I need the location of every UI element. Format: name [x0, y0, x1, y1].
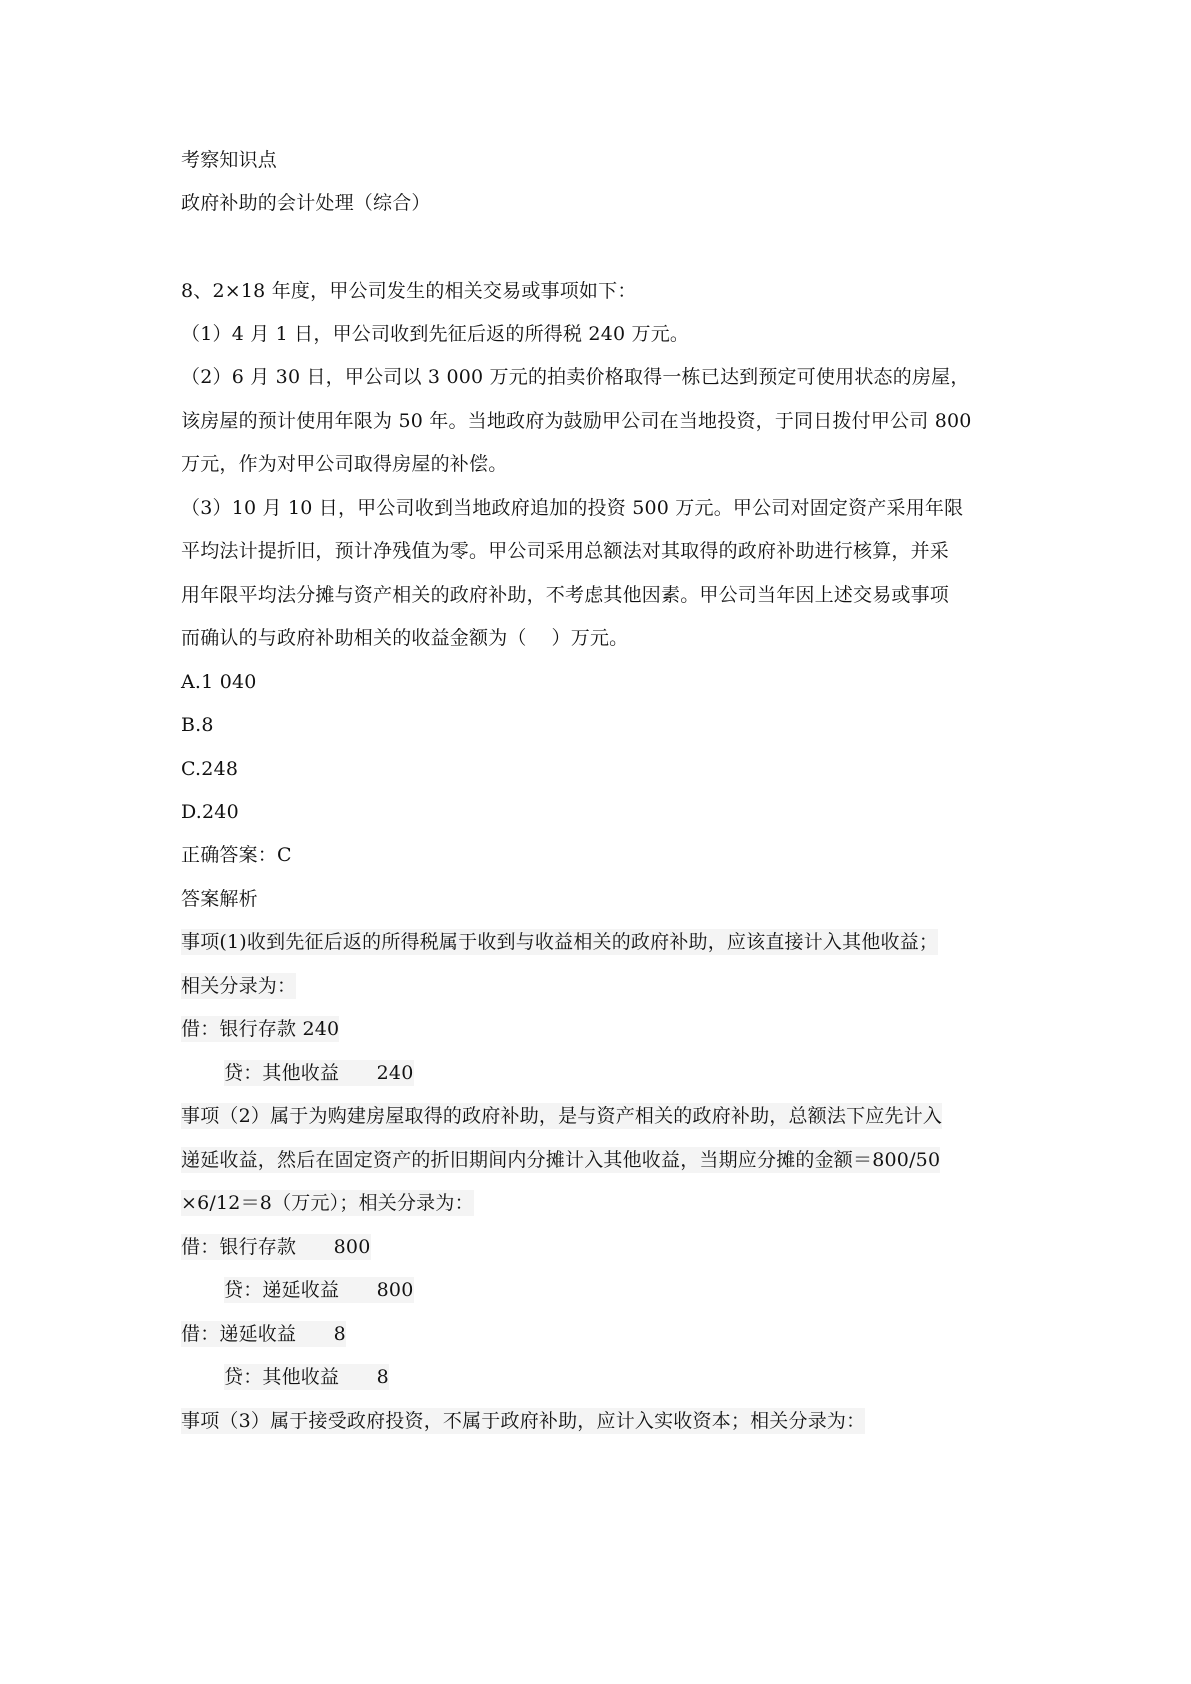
- journal-entry-credit: 贷：其他收益 8: [224, 1366, 389, 1388]
- question-item-3-line: （3）10 月 10 日，甲公司收到当地政府追加的投资 500 万元。甲公司对固定资产采用年限: [181, 497, 964, 519]
- analysis-paragraph-2-line: 递延收益，然后在固定资产的折旧期间内分摊计入其他收益，当期应分摊的金额＝800/50: [181, 1149, 941, 1171]
- knowledge-heading: 考察知识点: [181, 149, 278, 171]
- option-c: C.248: [181, 758, 239, 780]
- journal-entry-debit: 借：银行存款 800: [181, 1236, 371, 1258]
- analysis-paragraph-1-line: 相关分录为：: [181, 975, 297, 997]
- analysis-paragraph-1-line: 事项(1)收到先征后返的所得税属于收到与收益相关的政府补助，应该直接计入其他收益；: [181, 931, 939, 953]
- correct-answer: 正确答案：C: [181, 844, 292, 866]
- journal-entry-credit: 贷：其他收益 240: [224, 1062, 414, 1084]
- question-item-2-line: 万元，作为对甲公司取得房屋的补偿。: [181, 453, 508, 475]
- knowledge-topic: 政府补助的会计处理（综合）: [181, 192, 431, 214]
- option-d: D.240: [181, 801, 239, 823]
- analysis-heading: 答案解析: [181, 888, 258, 910]
- option-b: B.8: [181, 714, 214, 736]
- option-a: A.1 040: [181, 671, 257, 693]
- question-item-3-line: 用年限平均法分摊与资产相关的政府补助，不考虑其他因素。甲公司当年因上述交易或事项: [181, 584, 950, 606]
- question-stem: 8、2×18 年度，甲公司发生的相关交易或事项如下：: [181, 280, 637, 302]
- analysis-paragraph-2-line: ×6/12＝8（万元）；相关分录为：: [181, 1192, 474, 1214]
- question-item-2-line: （2）6 月 30 日，甲公司以 3 000 万元的拍卖价格取得一栋已达到预定可使用状态的房屋，: [181, 366, 970, 388]
- question-item-3-line: 而确认的与政府补助相关的收益金额为（ ）万元。: [181, 627, 629, 649]
- journal-entry-debit: 借：递延收益 8: [181, 1323, 346, 1345]
- analysis-paragraph-2-line: 事项（2）属于为购建房屋取得的政府补助，是与资产相关的政府补助，总额法下应先计入: [181, 1105, 943, 1127]
- analysis-paragraph-3: 事项（3）属于接受政府投资，不属于政府补助，应计入实收资本；相关分录为：: [181, 1410, 866, 1432]
- question-item-2-line: 该房屋的预计使用年限为 50 年。当地政府为鼓励甲公司在当地投资，于同日拨付甲公司 800: [181, 410, 972, 432]
- question-item-1: （1）4 月 1 日，甲公司收到先征后返的所得税 240 万元。: [181, 323, 690, 345]
- journal-entry-credit: 贷：递延收益 800: [224, 1279, 414, 1301]
- question-item-3-line: 平均法计提折旧，预计净残值为零。甲公司采用总额法对其取得的政府补助进行核算，并采: [181, 540, 950, 562]
- journal-entry-debit: 借：银行存款 240: [181, 1018, 340, 1040]
